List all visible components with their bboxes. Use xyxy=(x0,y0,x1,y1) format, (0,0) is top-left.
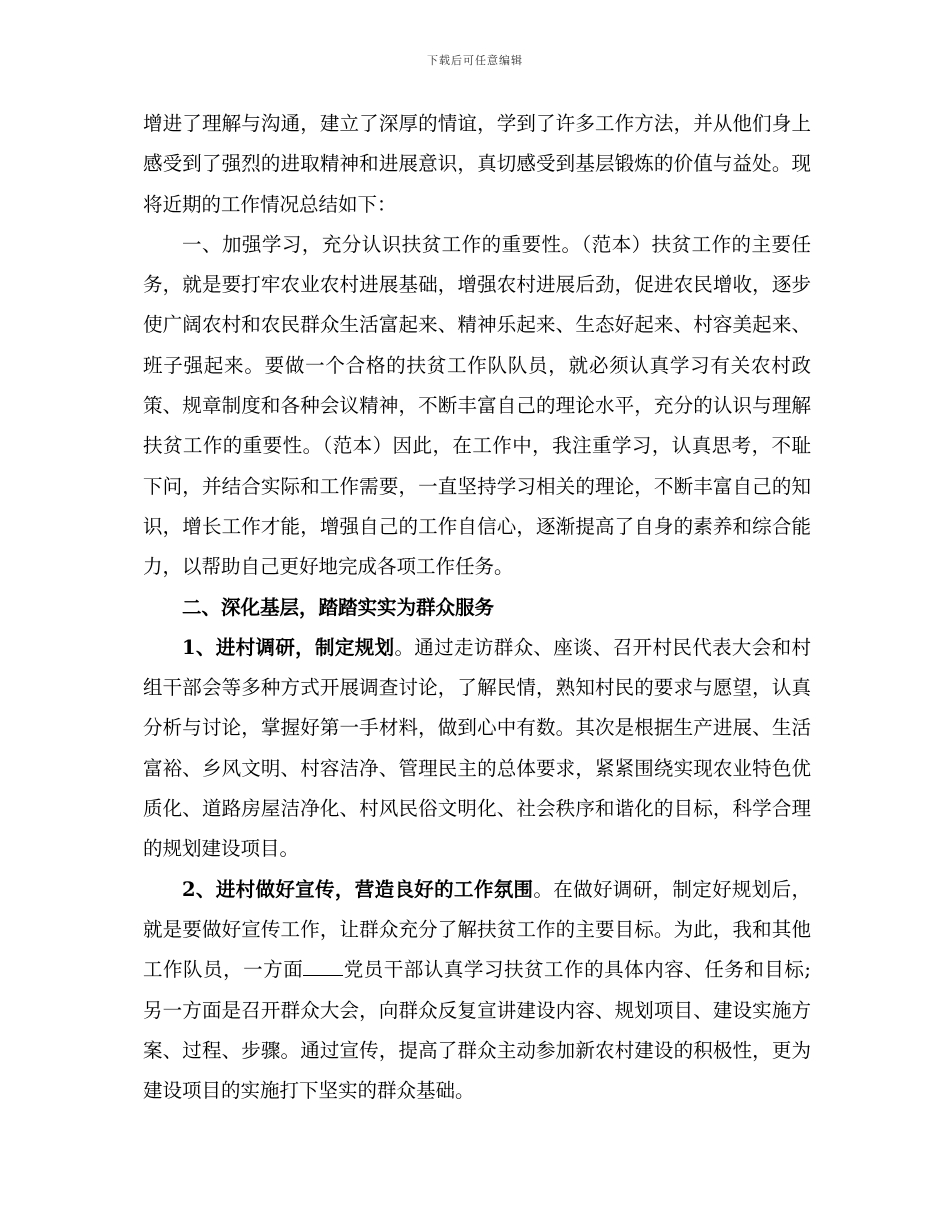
paragraph-publicity xyxy=(143,870,811,1112)
section-two-heading: 二、深化基层，踏踏实实为群众服务 xyxy=(182,595,495,619)
research-planning-body: 。通过走访群众、座谈、召开村民代表大会和村组干部会等多种方式开展调查讨论，了解民情，熟知村民的要求与愿望，认真分析与讨论，掌握好第一手材料，做到心中有数。其次是根据生产进展、生活富裕、乡风文明、村容洁净、管理民主的总体要求，紧紧围绕实现农业特色优质化、道路房屋洁净化、村风民俗文明化、社会秩序和谐化的目标，科学合理的规划建设项目。 xyxy=(143,635,811,861)
research-planning-lead: 1、进村调研，制定规划 xyxy=(182,635,395,659)
paragraph-research-planning xyxy=(143,628,811,870)
page-header-note: 下载后可任意编辑 xyxy=(427,54,523,67)
publicity-body-b: 党员干部认真学习扶贫工作的具体内容、任务和目标;另一方面是召开群众大会，向群众反复宣讲建设内容、规划项目、建设实施方案、过程、步骤。通过宣传，提高了群众主动参加新农村建设的积极性，更为建设项目的实施打下坚实的群众基础。 xyxy=(143,958,811,1103)
publicity-lead: 2、进村做好宣传，营造良好的工作氛围 xyxy=(182,877,534,901)
paragraph-section-one: 一、加强学习，充分认识扶贫工作的重要性。（范本）扶贫工作的主要任务，就是要打牢农业农村进展基础，增强农村进展后劲，促进农民增收，逐步使广阔农村和农民群众生活富起来、精神乐起来、生态好起来、村容美起来、班子强起来。要做一个合格的扶贫工作队队员，就必须认真学习有关农村政策、规章制度和各种会议精神，不断丰富自己的理论水平，充分的认识与理解扶贫工作的重要性。（范本）因此，在工作中，我注重学习，认真思考，不耻下问，并结合实际和工作需要，一直坚持学习相关的理论，不断丰富自己的知识，增长工作才能，增强自己的工作自信心，逐渐提高了自身的素养和综合能力，以帮助自己更好地完成各项工作任务。 xyxy=(143,232,811,579)
fill-in-blank xyxy=(303,955,343,976)
paragraph-intro: 增进了理解与沟通，建立了深厚的情谊，学到了许多工作方法，并从他们身上感受到了强烈的进取精神和进展意识，真切感受到基层锻炼的价值与益处。现将近期的工作情况总结如下： xyxy=(143,112,811,216)
document-body xyxy=(143,104,811,1111)
publicity-body-a: 。在做好调研，制定好规划后，就是要做好宣传工作，让群众充分了解扶贫工作的主要目标。为此，我和其他工作队员，一方面 xyxy=(143,877,811,982)
